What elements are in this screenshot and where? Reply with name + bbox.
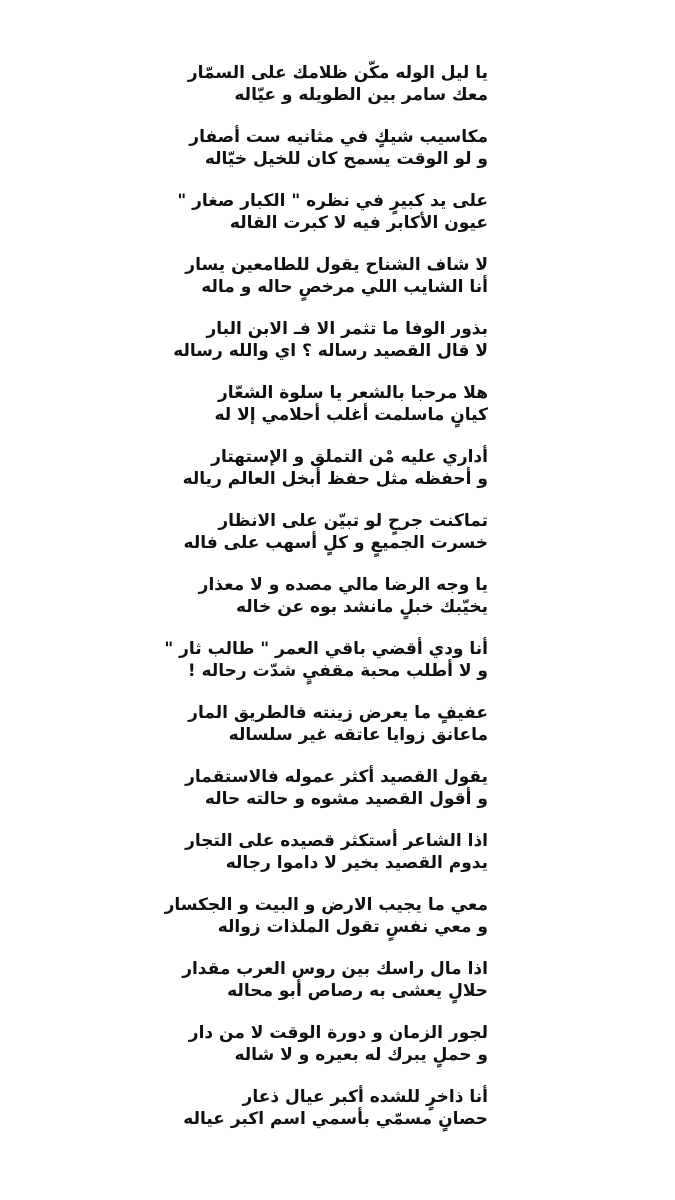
verse-line: بذور الوفا ما تثمر الا فـ الابن البار xyxy=(206,319,488,339)
stanza-6 xyxy=(188,382,675,446)
stanza-9 xyxy=(188,574,675,638)
verse-line: عيون الأكابر فيه لا كبرت القاله xyxy=(229,213,488,233)
verse-line: حلالٍ يعشى به رصاص أبو محاله xyxy=(227,981,488,1001)
verse-line: أنا ودي أقضي باقي العمر " طالب ثار " xyxy=(164,639,488,659)
verse-line: تماكنت جرحٍ لو تبيّن على الانظار xyxy=(218,511,488,531)
stanza-14 xyxy=(164,894,675,958)
stanza-8 xyxy=(183,510,675,574)
stanza-1 xyxy=(188,62,675,126)
verse-line: يقول القصيد أكثر عموله فالاستقمار xyxy=(185,767,488,787)
verse-line: معي ما يجيب الارض و البيت و الجكسار xyxy=(164,895,488,915)
verse-line: لجور الزمان و دورة الوقت لا من دار xyxy=(188,1023,488,1043)
verse-line: يخيّبك خبلٍ مانشد بوه عن خاله xyxy=(235,597,488,617)
stanza-5 xyxy=(173,318,675,382)
verse-line: أنا الشايب اللي مرخصٍ حاله و ماله xyxy=(201,277,488,297)
verse-line: مكاسيب شيكٍ في مثانيه ست أصفار xyxy=(189,127,488,147)
stanza-16 xyxy=(188,1022,675,1086)
verse-line: معك سامر بين الطويله و عيّاله xyxy=(234,85,488,105)
stanza-7 xyxy=(182,446,675,510)
verse-line: حصانٍ مسمّي بأسمي اسم اكبر عياله xyxy=(183,1109,488,1129)
stanza-12 xyxy=(185,766,675,830)
verse-line: هلا مرحبا بالشعر يا سلوة الشعّار xyxy=(218,383,488,403)
verse-line: عفيفٍ ما يعرض زينته فالطريق المار xyxy=(188,703,488,723)
verse-line: و لا أطلب محبة مقفيٍ شدّت رحاله ! xyxy=(187,661,488,681)
stanza-10 xyxy=(164,638,675,702)
stanza-3 xyxy=(177,190,675,254)
verse-line: خسرت الجميعٍ و كلٍ أسهب على فاله xyxy=(183,533,488,553)
stanza-15 xyxy=(182,958,675,1022)
verse-line: يدوم القصيد بخير لا داموا رجاله xyxy=(225,853,488,873)
verse-line: و معي نفسٍ تقول الملذات زواله xyxy=(217,917,488,937)
verse-line: على يد كبيرٍ في نظره " الكبار صغار " xyxy=(177,191,488,211)
verse-line: كيانٍ ماسلمت أغلب أحلامي إلا له xyxy=(214,405,488,425)
stanza-4 xyxy=(185,254,675,318)
verse-line: و أقول القصيد مشوه و حالته حاله xyxy=(204,789,488,809)
verse-line: يا وجه الرضا مالي مصده و لا معذار xyxy=(198,575,488,595)
verse-line: و حملٍ يبرك له بعيره و لا شاله xyxy=(234,1045,488,1065)
verse-line: لا شاف الشناح يقول للطامعين يسار xyxy=(185,255,488,275)
verse-line: يا ليل الوله مكّن ظلامك على السمّار xyxy=(187,63,488,83)
verse-line: لا قال القصيد رساله ؟ اي والله رساله xyxy=(173,341,488,361)
stanza-13 xyxy=(185,830,675,894)
stanza-11 xyxy=(188,702,675,766)
verse-line: اذا الشاعر أستكثر قصيده على التجار xyxy=(185,831,488,851)
verse-line: أنا ذاخرٍ للشده أكبر عيال ذعار xyxy=(242,1087,488,1107)
stanza-2 xyxy=(188,126,675,190)
verse-line: ماعانق زوايا عاتقه غير سلساله xyxy=(228,725,488,745)
verse-line: و لو الوقت يسمح كان للخيل خيّاله xyxy=(204,149,488,169)
verse-line: أداري عليه مْن التملق و الإستهتار xyxy=(211,447,488,467)
poem xyxy=(0,62,675,1150)
verse-line: و أحفظه مثل حفظ أبخل العالم رياله xyxy=(182,469,488,489)
verse-line: اذا مال راسك بين روس العرب مقدار xyxy=(182,959,488,979)
stanza-17 xyxy=(183,1086,675,1150)
